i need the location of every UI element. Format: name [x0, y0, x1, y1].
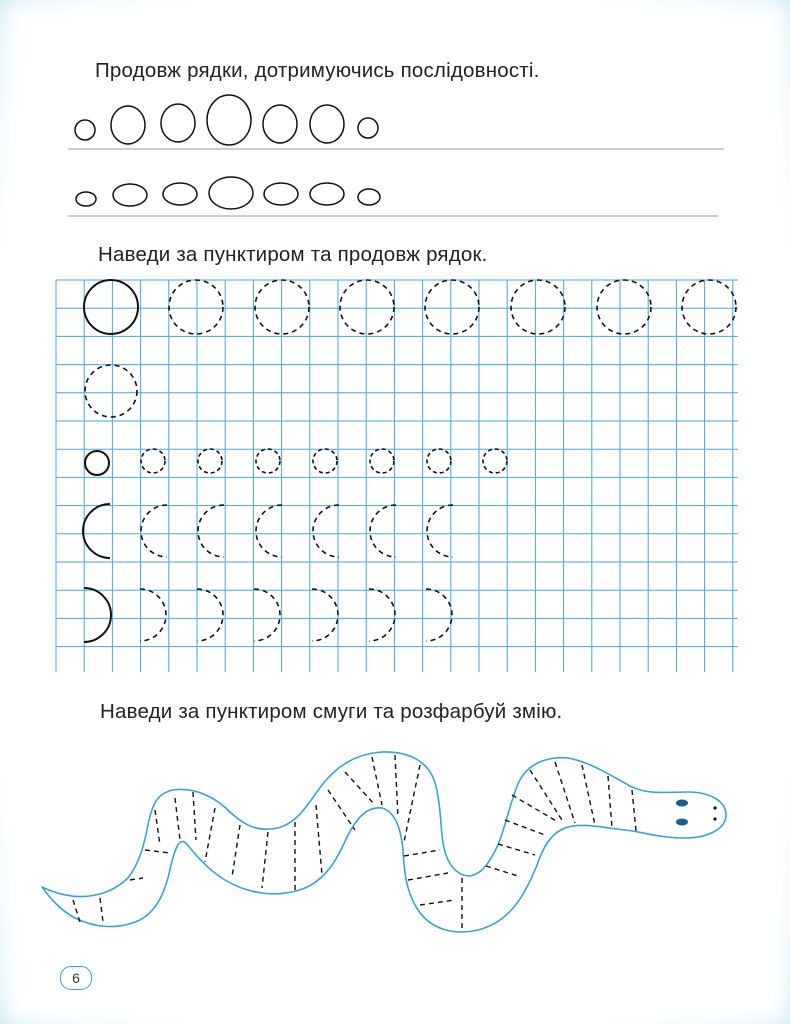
task1-title: Продовж рядки, дотримуючись послідовності.: [95, 59, 540, 82]
snake-eye-icon: [676, 800, 688, 807]
page-number: 6: [60, 966, 92, 990]
task2-title: Наведи за пунктиром та продовж рядок.: [98, 243, 488, 266]
snake-eye-icon: [676, 819, 688, 826]
task3-title: Наведи за пунктиром смуги та розфарбуй змію.: [100, 700, 563, 723]
snake-outline: [42, 752, 726, 932]
snake-nostril-icon: [713, 817, 716, 820]
snake-nostril-icon: [713, 806, 716, 809]
